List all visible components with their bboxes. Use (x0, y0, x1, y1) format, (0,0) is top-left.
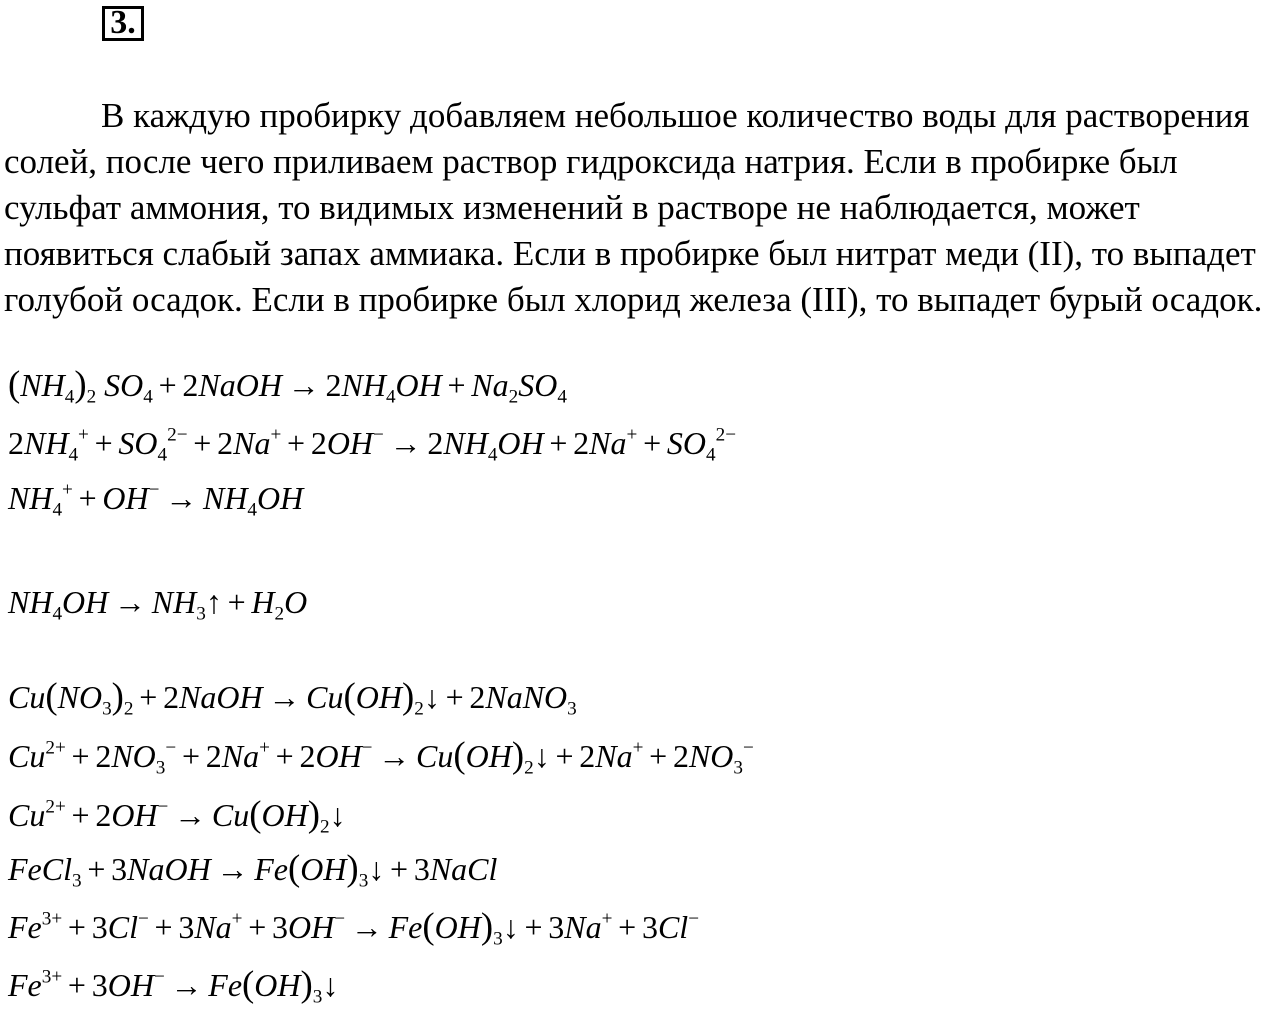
equation-5: $Cu(NO_3)_2$ + 2NaOH → $Cu(OH)_2↓$ + 2NaNO$_3$ (8, 675, 577, 720)
equation-7: $Cu^{2+} + 2OH^-$ → $Cu(OH)_2↓$ (8, 793, 346, 838)
equation-10: $Fe^{3+} + 3OH^-$ → $Fe(OH)_3↓$ (8, 963, 339, 1008)
equation-9: $Fe^{3+} + 3Cl^- + 3Na^+ + 3OH^-$ → $Fe(OH)_3↓ + 3Na^+ + 3Cl^-$ (8, 905, 700, 950)
task-description: В каждую пробирку добавляем небольшое количество воды для растворения солей, после чего приливаем раствор гидроксида натрия. Если в пробирке был сульфат аммония, то видимых изменений в растворе не наблюдается, может появиться слабый запах аммиака. Если в пробирке был нитрат меди (II), то выпадет голубой осадок. Если в пробирке был хлорид железа (III), то выпадет бурый осадок. (4, 96, 1263, 319)
equation-3: $NH_4^+ + OH^- \to NH_4OH$ (8, 479, 304, 521)
equation-8: FeCl$_3$ + 3NaOH → $Fe(OH)_3↓$ + 3NaCl (8, 847, 498, 892)
equation-6: $Cu^{2+} + 2NO_3^- + 2Na^+ + 2OH^-$ → $Cu(OH)_2↓ + 2Na^+ + 2NO_3^-$ (8, 734, 754, 779)
task-number: 3. (102, 6, 144, 41)
equation-4: $NH_4OH$ → $NH_3↑ + H_2O$ (8, 584, 308, 625)
equation-1: $(NH_4)_2$ $SO_4$ + 2NaOH → $2NH_4OH + Na_2SO_4$ (8, 363, 567, 408)
equation-2: $2NH_4^+ + SO_4^{2-} + 2Na^+ + 2OH^- \to 2NH_4OH + 2Na^+ + SO_4^{2-}$ (8, 424, 737, 466)
